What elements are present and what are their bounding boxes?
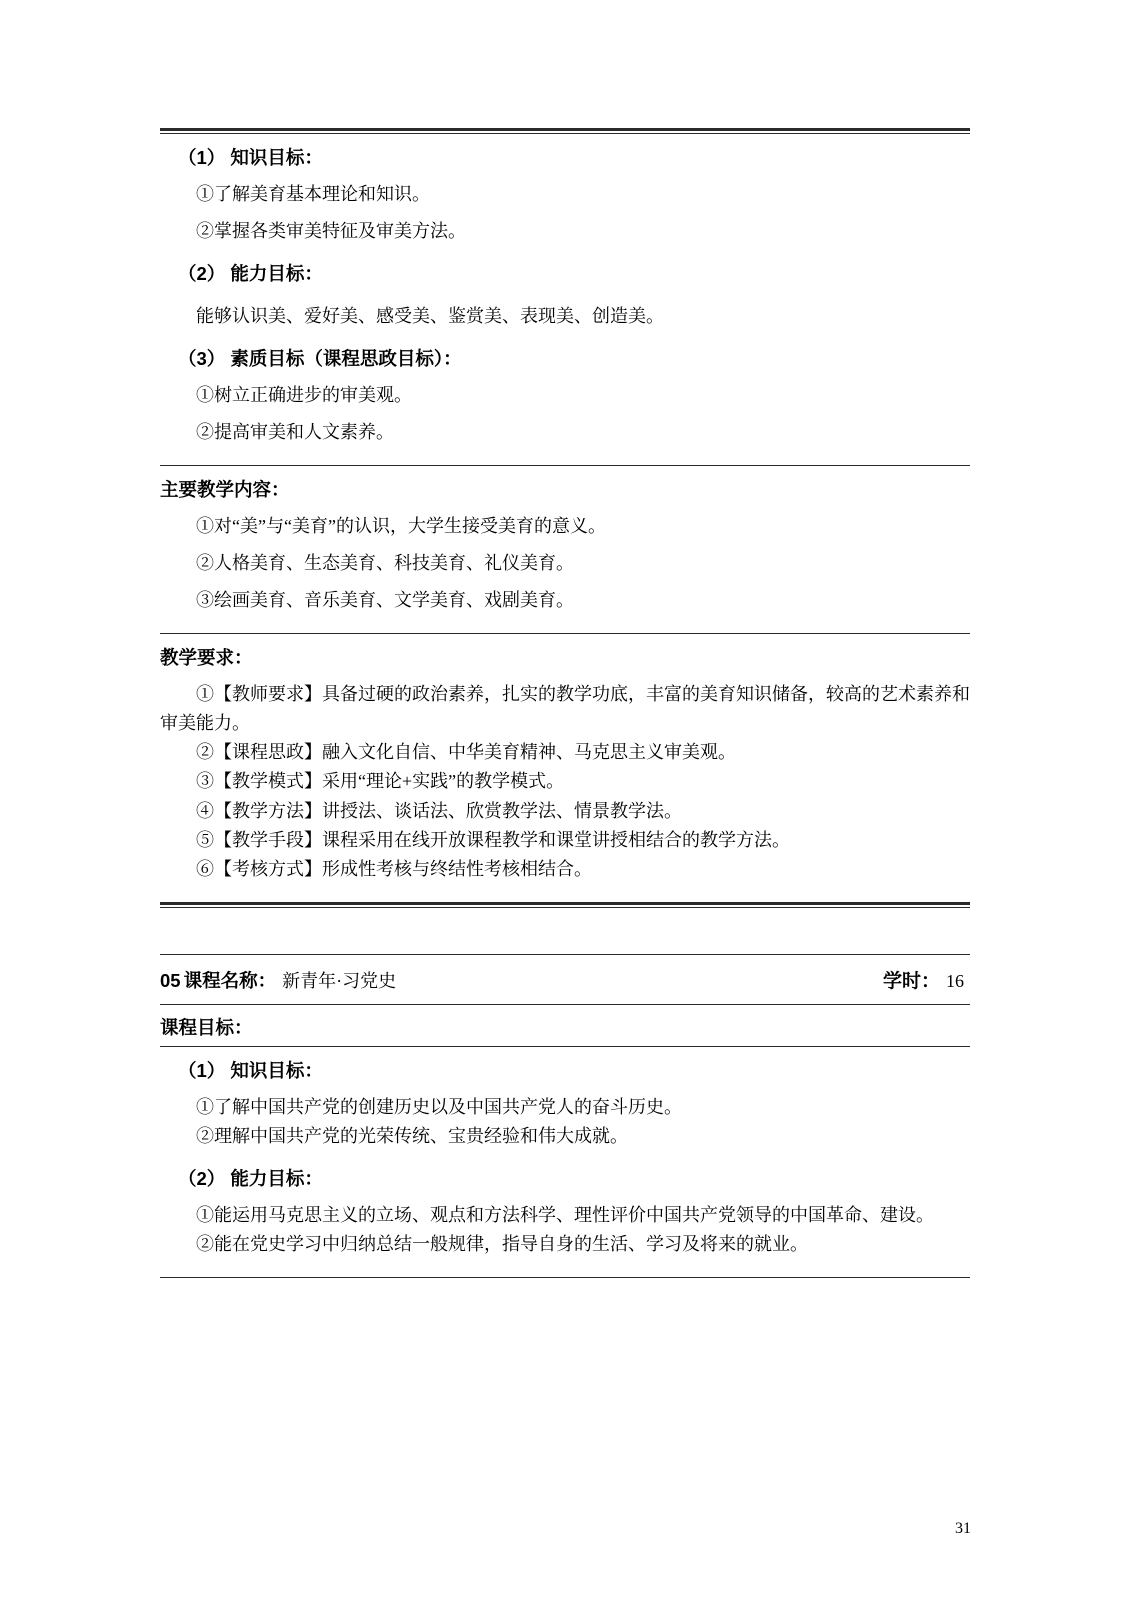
- teaching-requirement-item-5: ⑤【教学手段】课程采用在线开放课程教学和课堂讲授相结合的教学方法。: [196, 829, 790, 850]
- teaching-requirement-item-3: ③【教学模式】采用“理论+实践”的教学模式。: [196, 771, 565, 792]
- course-objective-heading-row: [160, 1005, 970, 1046]
- course-name-value: 新青年·习党史: [282, 971, 397, 992]
- course-hours-value: 16: [946, 971, 964, 992]
- course-header-right: [883, 966, 964, 993]
- course-ability-item-2: ②能在党史学习中归纳总结一般规律，指导自身的生活、学习及将来的就业。: [196, 1233, 808, 1254]
- document-body: [160, 128, 970, 1278]
- main-content-item-3: ③绘画美育、音乐美育、文学美育、戏剧美育。: [196, 590, 574, 611]
- heading-course-objective: 课程目标：: [160, 1017, 253, 1039]
- main-content-item-1: ①对“美”与“美育”的认识，大学生接受美育的意义。: [196, 515, 606, 536]
- page-number: 31: [955, 1520, 971, 1537]
- heading-ability-objective: （2） 能力目标：: [178, 263, 323, 285]
- course-header: [160, 955, 970, 1004]
- main-content-item-2: ②人格美育、生态美育、科技美育、礼仪美育。: [196, 552, 574, 573]
- teaching-requirement-item-2: ②【课程思政】融入文化自信、中华美育精神、马克思主义审美观。: [196, 742, 736, 763]
- ability-objective-item-1: 能够认识美、爱好美、感受美、鉴赏美、表现美、创造美。: [196, 305, 664, 326]
- course-number: 05: [160, 970, 181, 992]
- heading-knowledge-objective: （1） 知识目标：: [178, 147, 323, 168]
- quality-objective-item-2: ②提高审美和人文素养。: [196, 421, 394, 442]
- course-hours-label: 学时：: [882, 971, 940, 993]
- heading-main-content: 主要教学内容：: [160, 479, 290, 501]
- main-content-section: [160, 466, 970, 633]
- teaching-requirement-item-1: ①【教师要求】具备过硬的政治素养，扎实的教学功底，丰富的美育知识储备，较高的艺术素养和审美能力。: [160, 684, 970, 734]
- divider-page-bottom: [160, 1277, 970, 1278]
- course-knowledge-item-2: ②理解中国共产党的光荣传统、宝贵经验和伟大成就。: [196, 1125, 628, 1146]
- quality-objective-item-1: ①树立正确进步的审美观。: [196, 384, 412, 405]
- course-objectives-section: [160, 1047, 970, 1277]
- heading-course-ability-objective: （2） 能力目标：: [178, 1167, 323, 1189]
- course-knowledge-item-1: ①了解中国共产党的创建历史以及中国共产党人的奋斗历史。: [196, 1096, 682, 1117]
- knowledge-objective-item-1: ①了解美育基本理论和知识。: [196, 183, 430, 204]
- objectives-section: [160, 134, 970, 465]
- heading-teaching-requirements: 教学要求：: [160, 647, 253, 669]
- course-header-left: [160, 967, 396, 993]
- knowledge-objective-item-2: ②掌握各类审美特征及审美方法。: [196, 220, 466, 241]
- teaching-requirement-item-4: ④【教学方法】讲授法、谈话法、欣赏教学法、情景教学法。: [196, 800, 682, 821]
- course-name-label: 课程名称：: [183, 970, 277, 992]
- heading-quality-objective: （3） 素质目标（课程思政目标）：: [178, 347, 462, 369]
- teaching-requirement-item-6: ⑥【考核方式】形成性考核与终结性考核相结合。: [196, 858, 592, 879]
- teaching-requirements-section: [160, 634, 970, 902]
- course-ability-item-1: ①能运用马克思主义的立场、观点和方法科学、理性评价中国共产党领导的中国革命、建设。: [196, 1204, 934, 1225]
- heading-course-knowledge-objective: （1） 知识目标：: [178, 1059, 323, 1081]
